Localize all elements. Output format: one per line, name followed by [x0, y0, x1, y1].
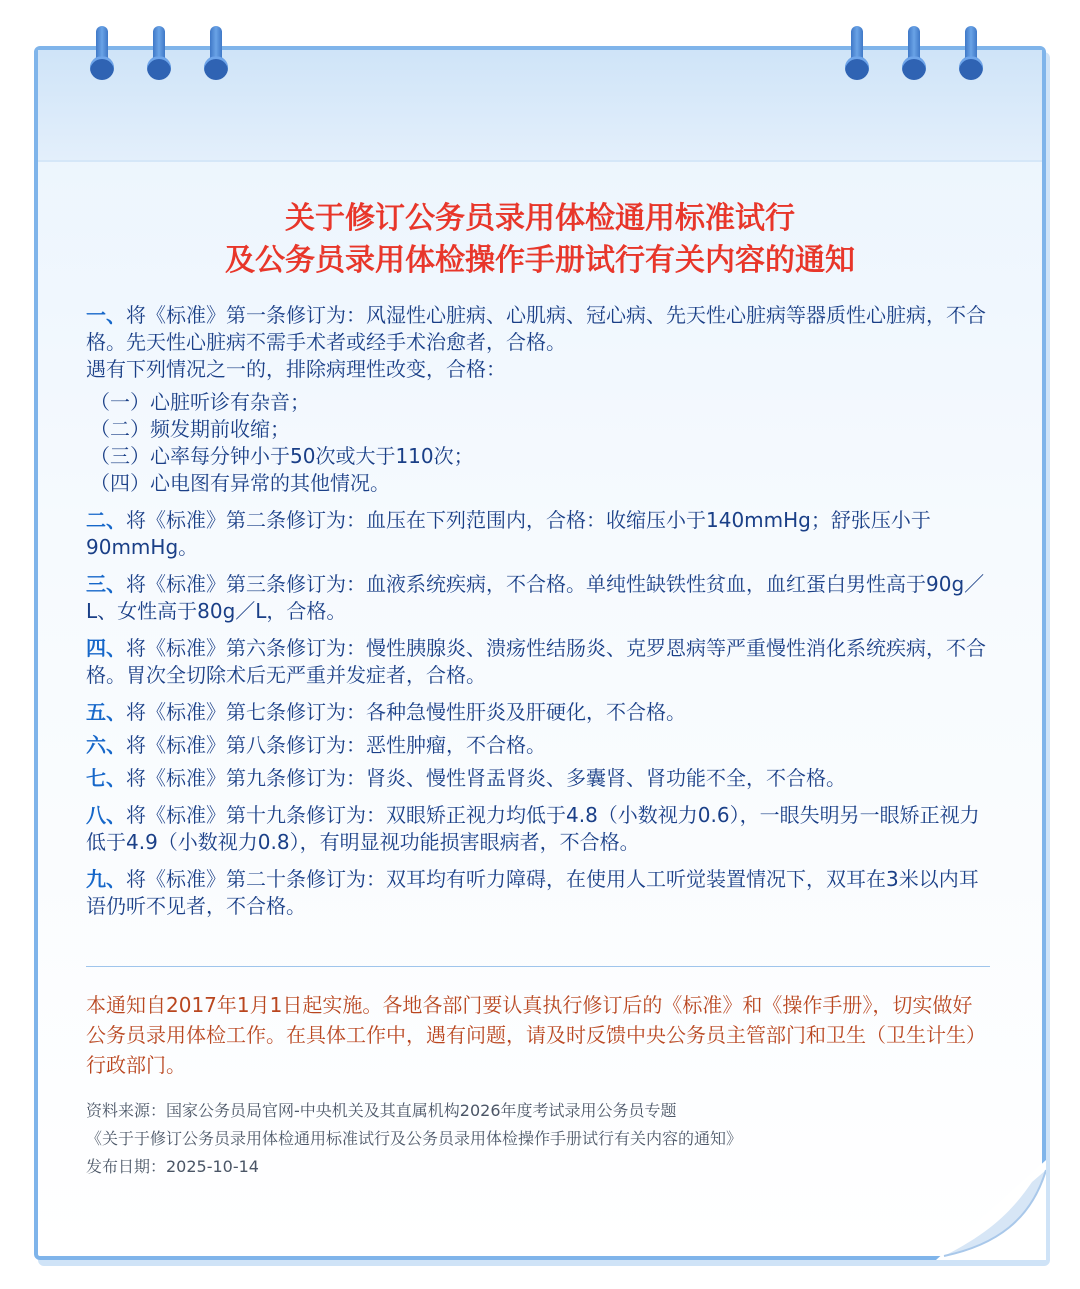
title-line-2: 及公务员录用体检操作手册试行有关内容的通知 [225, 243, 855, 278]
item-6 [86, 732, 990, 759]
sub-item: （二）频发期前收缩； [90, 417, 290, 441]
binder-ring-icon [204, 26, 228, 82]
page-curl-icon [936, 1160, 1046, 1260]
publish-date: 发布日期：2025-10-14 [86, 1157, 259, 1176]
notice-title [0, 198, 1080, 282]
item-number: 四、 [86, 636, 126, 660]
item-text: 将《标准》第九条修订为：肾炎、慢性肾盂肾炎、多囊肾、肾功能不全，不合格。 [126, 766, 846, 790]
item-1 [86, 302, 990, 497]
binder-ring-icon [147, 26, 171, 82]
item-number: 三、 [86, 572, 126, 596]
item-4 [86, 635, 990, 689]
item-text: 将《标准》第七条修订为：各种急慢性肝炎及肝硬化，不合格。 [126, 700, 686, 724]
binder-ring-icon [90, 26, 114, 82]
item-text: 将《标准》第三条修订为：血液系统疾病，不合格。单纯性缺铁性贫血，血红蛋白男性高于90g／L、女性高于80g／L，合格。 [86, 572, 985, 623]
item-7 [86, 765, 990, 792]
binder-ring-icon [902, 26, 926, 82]
item-number: 六、 [86, 733, 126, 757]
closing-paragraph: 本通知自2017年1月1日起实施。各地各部门要认真执行修订后的《标准》和《操作手册》，切实做好公务员录用体检工作。在具体工作中，遇有问题，请及时反馈中央公务员主管部门和卫生（卫生计生）行政部门。 [86, 993, 986, 1077]
item-8 [86, 802, 990, 856]
item-number: 一、 [86, 303, 126, 327]
item-text: 将《标准》第十九条修订为：双眼矫正视力均低于4.8（小数视力0.6），一眼失明另一眼矫正视力低于4.9（小数视力0.8），有明显视功能损害眼病者，不合格。 [86, 803, 980, 854]
item-number: 七、 [86, 766, 126, 790]
binder-ring-icon [845, 26, 869, 82]
source-info [86, 1097, 990, 1181]
item-number: 五、 [86, 700, 126, 724]
source-title: 《关于于修订公务员录用体检通用标准试行及公务员录用体检操作手册试行有关内容的通知》 [86, 1129, 743, 1148]
sub-item: （一）心脏听诊有杂音； [90, 390, 310, 414]
source-line: 资料来源：国家公务员局官网-中央机关及其直属机构2026年度考试录用公务员专题 [86, 1101, 677, 1120]
item-text: 将《标准》第二条修订为：血压在下列范围内，合格：收缩压小于140mmHg；舒张压小于90mmHg。 [86, 508, 931, 559]
section-divider [86, 966, 990, 967]
item-text: 将《标准》第一条修订为：风湿性心脏病、心肌病、冠心病、先天性心脏病等器质性心脏病，不合格。先天性心脏病不需手术者或经手术治愈者，合格。 [86, 303, 986, 354]
item-text: 将《标准》第二十条修订为：双耳均有听力障碍，在使用人工听觉装置情况下，双耳在3米以内耳语仍听不见者，不合格。 [86, 867, 979, 918]
item-text: 将《标准》第六条修订为：慢性胰腺炎、溃疡性结肠炎、克罗恩病等严重慢性消化系统疾病，不合格。胃次全切除术后无严重并发症者，合格。 [86, 636, 986, 687]
item-5 [86, 699, 990, 726]
notice-body [86, 302, 990, 930]
binder-ring-icon [959, 26, 983, 82]
sub-item: （三）心率每分钟小于50次或大于110次； [90, 444, 474, 468]
item-number: 二、 [86, 508, 126, 532]
title-line-1: 关于修订公务员录用体检通用标准试行 [285, 201, 795, 236]
item-3 [86, 571, 990, 625]
item-number: 九、 [86, 867, 126, 891]
item-9 [86, 866, 990, 920]
item-extra: 遇有下列情况之一的，排除病理性改变，合格： [86, 357, 506, 381]
item-number: 八、 [86, 803, 126, 827]
sub-item: （四）心电图有异常的其他情况。 [90, 471, 390, 495]
notepad-header [38, 50, 1042, 162]
item-text: 将《标准》第八条修订为：恶性肿瘤，不合格。 [126, 733, 546, 757]
item-2 [86, 507, 990, 561]
